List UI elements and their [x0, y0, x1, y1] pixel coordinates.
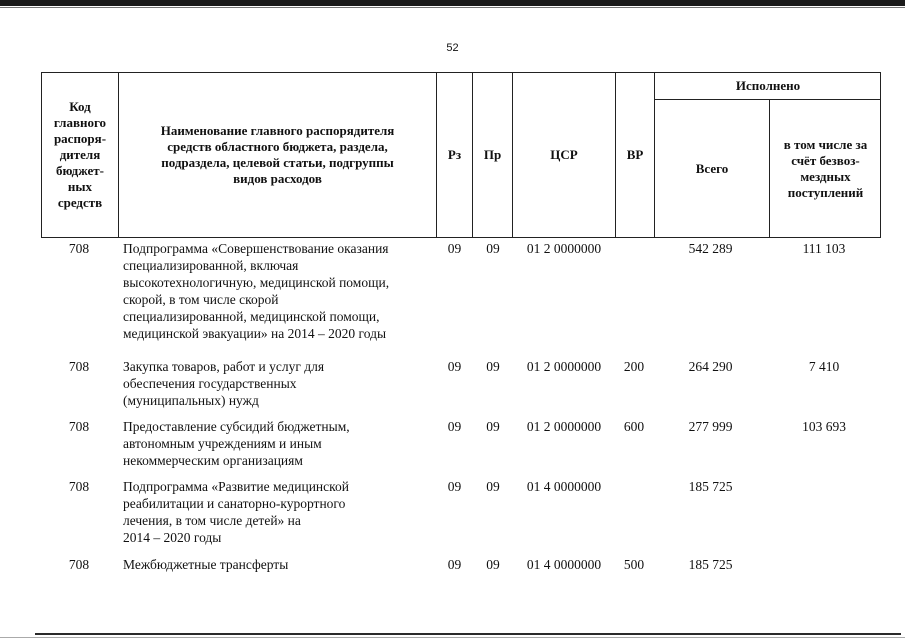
row-csr: 01 2 0000000	[526, 241, 602, 256]
row-code: 708	[68, 241, 90, 256]
row-total: 185 725	[688, 557, 733, 572]
row-total: 264 290	[688, 359, 733, 374]
row-code: 708	[68, 419, 90, 434]
row-vr: 600	[623, 419, 645, 434]
row-rz: 09	[447, 359, 462, 374]
row-name: Закупка товаров, работ и услуг для обеспечения государственных (муниципальных) нужд	[123, 359, 325, 408]
row-csr: 01 2 0000000	[526, 359, 602, 374]
row-name: Подпрограмма «Развитие медицинской реабилитации и санаторно-курортного лечения, в том числе детей» на 2014 – 2020 годы	[123, 479, 349, 545]
row-name: Подпрограмма «Совершенствование оказания специализированной, включая высокотехнологичную, медицинской помощи, скорой, в том числе скорой специализированной, медицинской помощи, медицинской эвакуации» на 2014 – 2020 годы	[123, 241, 390, 341]
header-vr: ВР	[626, 147, 644, 162]
row-pr: 09	[486, 479, 500, 494]
row-total: 542 289	[688, 241, 733, 256]
table-header	[41, 72, 881, 238]
top-scan-border-thin	[0, 7, 905, 8]
row-rz: 09	[447, 419, 462, 434]
top-scan-border	[0, 0, 905, 6]
row-total: 277 999	[688, 419, 733, 434]
header-free: в том числе за счёт безвоз- мездных поступлений	[783, 136, 868, 200]
row-vr: 200	[623, 359, 645, 374]
row-free: 7 410	[808, 359, 840, 374]
row-total: 185 725	[688, 479, 733, 494]
row-csr: 01 4 0000000	[526, 557, 602, 572]
row-pr: 09	[486, 557, 500, 572]
row-rz: 09	[447, 479, 462, 494]
row-vr: 500	[623, 557, 645, 572]
row-free: 111 103	[802, 241, 846, 256]
row-pr: 09	[486, 359, 500, 374]
header-code: Код главного распоря- дителя бюджет- ных средств	[53, 99, 107, 210]
bottom-scan-border-thin	[0, 637, 905, 638]
row-code: 708	[68, 359, 90, 374]
header-pr: Пр	[483, 147, 502, 162]
bottom-scan-border	[35, 633, 901, 635]
row-free: 103 693	[802, 419, 846, 434]
row-rz: 09	[447, 241, 462, 256]
row-csr: 01 2 0000000	[526, 419, 602, 434]
row-csr: 01 4 0000000	[526, 479, 602, 494]
header-csr: ЦСР	[550, 147, 578, 162]
header-name: Наименование главного распорядителя средств областного бюджета, раздела, подраздела, целевой статьи, подгруппы видов расходов	[160, 123, 395, 186]
row-name: Межбюджетные трансферты	[123, 557, 289, 572]
row-pr: 09	[486, 419, 500, 434]
row-code: 708	[68, 479, 90, 494]
header-executed: Исполнено	[735, 78, 801, 93]
header-rz: Рз	[447, 147, 462, 162]
header-total: Всего	[695, 160, 729, 176]
page-number: 52	[446, 42, 459, 54]
row-code: 708	[68, 557, 90, 572]
row-pr: 09	[486, 241, 500, 256]
row-name: Предоставление субсидий бюджетным, автономным учреждениям и иным некоммерческим организациям	[123, 419, 350, 468]
row-rz: 09	[447, 557, 462, 572]
